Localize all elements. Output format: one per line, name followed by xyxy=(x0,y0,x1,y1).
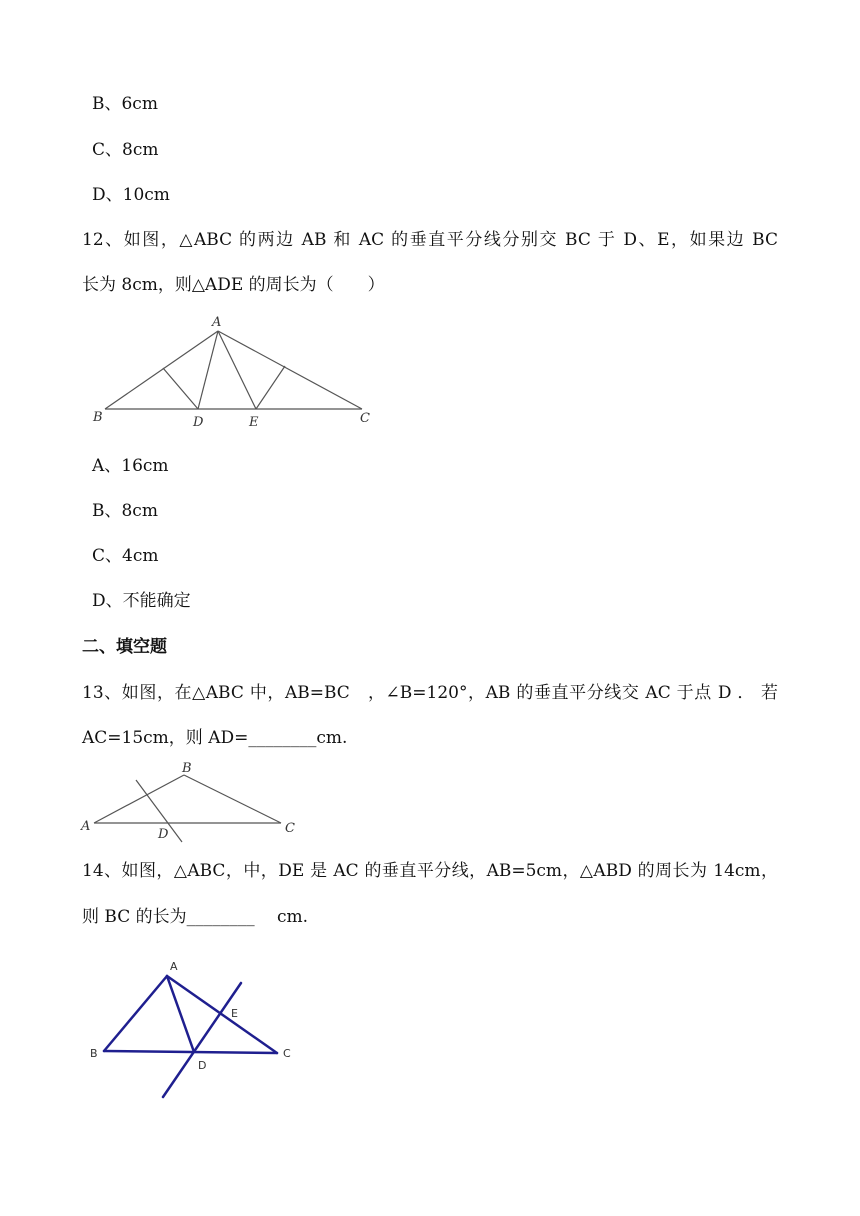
q13-label-b: B xyxy=(182,761,192,776)
q13-stem-line2: AC=15cm，则 AD=________cm. xyxy=(82,728,348,748)
q12-option-c: C、4cm xyxy=(92,546,159,566)
q13-label-c: C xyxy=(285,821,295,836)
q13-label-a: A xyxy=(81,819,91,834)
q14-segment-ab xyxy=(104,976,167,1051)
q13-label-d: D xyxy=(158,827,169,842)
q14-label-e: E xyxy=(231,1007,238,1020)
q14-label-c: C xyxy=(283,1047,291,1060)
q12-label-a: A xyxy=(212,315,222,330)
q13-stem-line1: 13、如图，在△ABC 中，AB=BC ，∠B=120°，AB 的垂直平分线交 AC 于点 D ． 若 xyxy=(82,683,778,703)
q12-stem-line1: 12、如图，△ABC 的两边 AB 和 AC 的垂直平分线分别交 BC 于 D、E，如果边 BC xyxy=(82,230,778,250)
q12-stem-line2: 长为 8cm，则△ADE 的周长为（ ） xyxy=(82,275,385,295)
q14-label-d: D xyxy=(198,1059,207,1072)
q14-label-b: B xyxy=(90,1047,98,1060)
q12-label-b: B xyxy=(93,410,103,425)
q12-option-b: B、8cm xyxy=(92,501,158,521)
section-title-fill-in: 二、填空题 xyxy=(82,637,167,657)
q14-segment-bc xyxy=(104,1051,277,1053)
q14-stem-line1: 14、如图，△ABC，中，DE 是 AC 的垂直平分线，AB=5cm，△ABD 的周长为 14cm， xyxy=(82,861,778,881)
q12-option-d: D、不能确定 xyxy=(92,591,191,611)
q12-label-e: E xyxy=(249,415,259,430)
q14-stem-line2: 则 BC 的长为________ cm. xyxy=(82,907,309,927)
q14-segment-ad xyxy=(167,976,194,1052)
q11-option-c: C、8cm xyxy=(92,140,159,160)
q14-segment-ac xyxy=(167,976,277,1053)
q12-option-a: A、16cm xyxy=(92,456,169,476)
q14-label-a: A xyxy=(170,960,178,973)
q11-option-d: D、10cm xyxy=(92,185,170,205)
q12-label-d: D xyxy=(193,415,204,430)
q12-label-c: C xyxy=(360,411,370,426)
q11-option-b: B、6cm xyxy=(92,94,158,114)
